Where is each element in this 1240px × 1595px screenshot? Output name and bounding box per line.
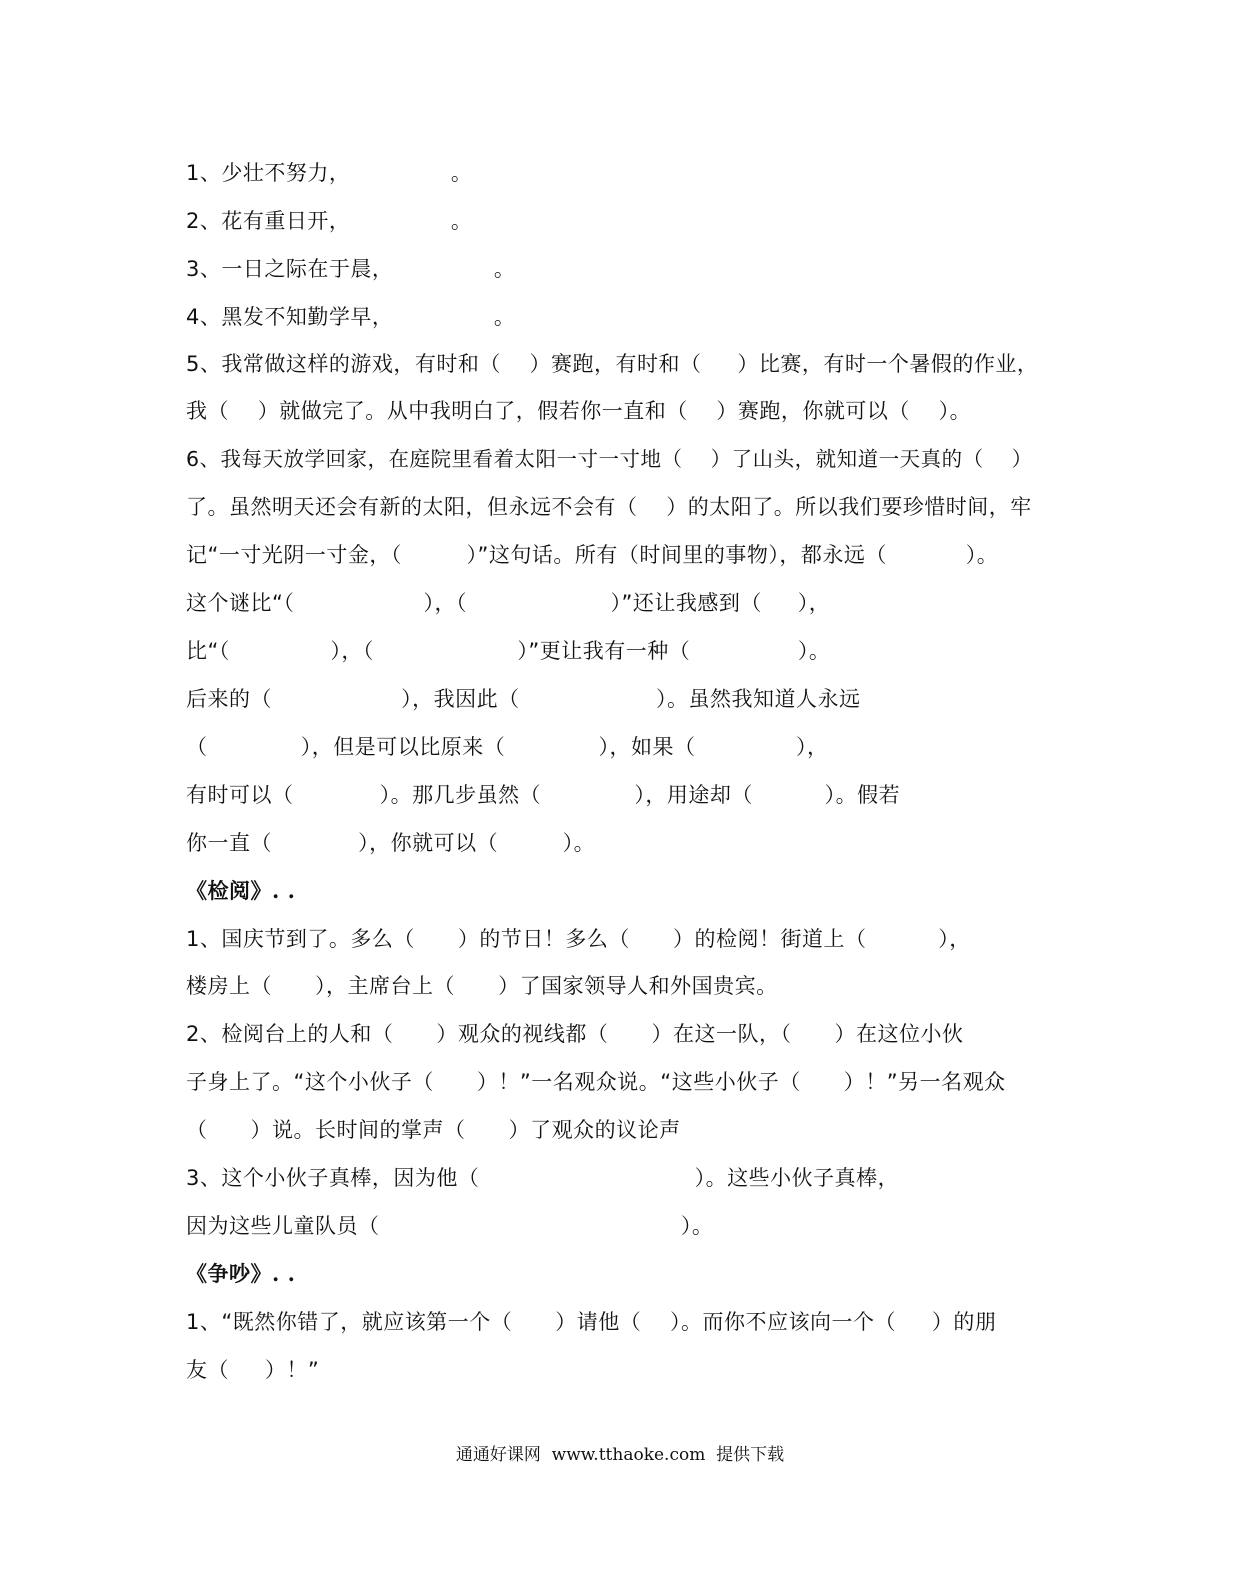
text-line: 后来的（ ），我因此（ ）。虽然我知道人永远: [186, 687, 861, 711]
text-line: 这个谜比“（ ），（ ）”还让我感到（ ），: [186, 591, 831, 615]
text-line: 你一直（ ），你就可以（ ）。: [186, 831, 596, 855]
text-line: 因为这些儿童队员（ ）。: [186, 1214, 714, 1238]
text-line: 楼房上（ ），主席台上（ ）了国家领导人和外国贵宾。: [186, 974, 778, 998]
text-line: 友（ ）！”: [186, 1358, 320, 1382]
text-line: 6、我每天放学回家，在庭院里看着太阳一寸一寸地（ ）了山头，就知道一天真的（ ）: [186, 447, 1033, 471]
text-line: 3、一日之际在于晨， 。: [186, 257, 516, 281]
text-line: 3、这个小伙子真棒，因为他（ ）。这些小伙子真棒，: [186, 1166, 900, 1190]
text-line: 有时可以（ ）。那几步虽然（ ），用途却（ ）。假若: [186, 783, 901, 807]
section-heading-jianyue: 《检阅》. .: [186, 878, 296, 903]
text-line: 子身上了。“这个小伙子（ ）！”一名观众说。“这些小伙子（ ）！”另一名观众: [186, 1070, 1006, 1094]
text-line: 2、检阅台上的人和（ ）观众的视线都（ ）在这一队，（ ）在这位小伙: [186, 1022, 964, 1046]
text-line: （ ）说。长时间的掌声（ ）了观众的议论声: [186, 1118, 681, 1142]
text-line: 2、花有重日开， 。: [186, 209, 473, 233]
text-line: 1、“既然你错了，就应该第一个（ ）请他（ ）。而你不应该向一个（ ）的朋: [186, 1310, 997, 1334]
page-footer: 通通好课网 www.tthaoke.com 提供下载: [455, 1445, 785, 1465]
text-line: 5、我常做这样的游戏，有时和（ ）赛跑，有时和（ ）比赛，有时一个暑假的作业，: [186, 352, 1039, 376]
text-line: 1、国庆节到了。多么（ ）的节日！多么（ ）的检阅！街道上（ ），: [186, 927, 971, 951]
text-line: 了。虽然明天还会有新的太阳，但永远不会有（ ）的太阳了。所以我们要珍惜时间，牢: [186, 495, 1032, 519]
text-line: （ ），但是可以比原来（ ），如果（ ），: [186, 735, 829, 759]
text-line: 我（ ）就做完了。从中我明白了，假若你一直和（ ）赛跑，你就可以（ ）。: [186, 399, 972, 423]
text-line: 记“一寸光阴一寸金，（ ）”这句话。所有（时间里的事物），都永远（ ）。: [186, 543, 999, 567]
text-line: 比“（ ），（ ）”更让我有一种（ ）。: [186, 639, 831, 663]
text-line: 4、黑发不知勤学早， 。: [186, 305, 516, 329]
section-heading-zhengchao: 《争吵》. .: [186, 1261, 296, 1286]
text-line: 1、少壮不努力， 。: [186, 161, 473, 185]
